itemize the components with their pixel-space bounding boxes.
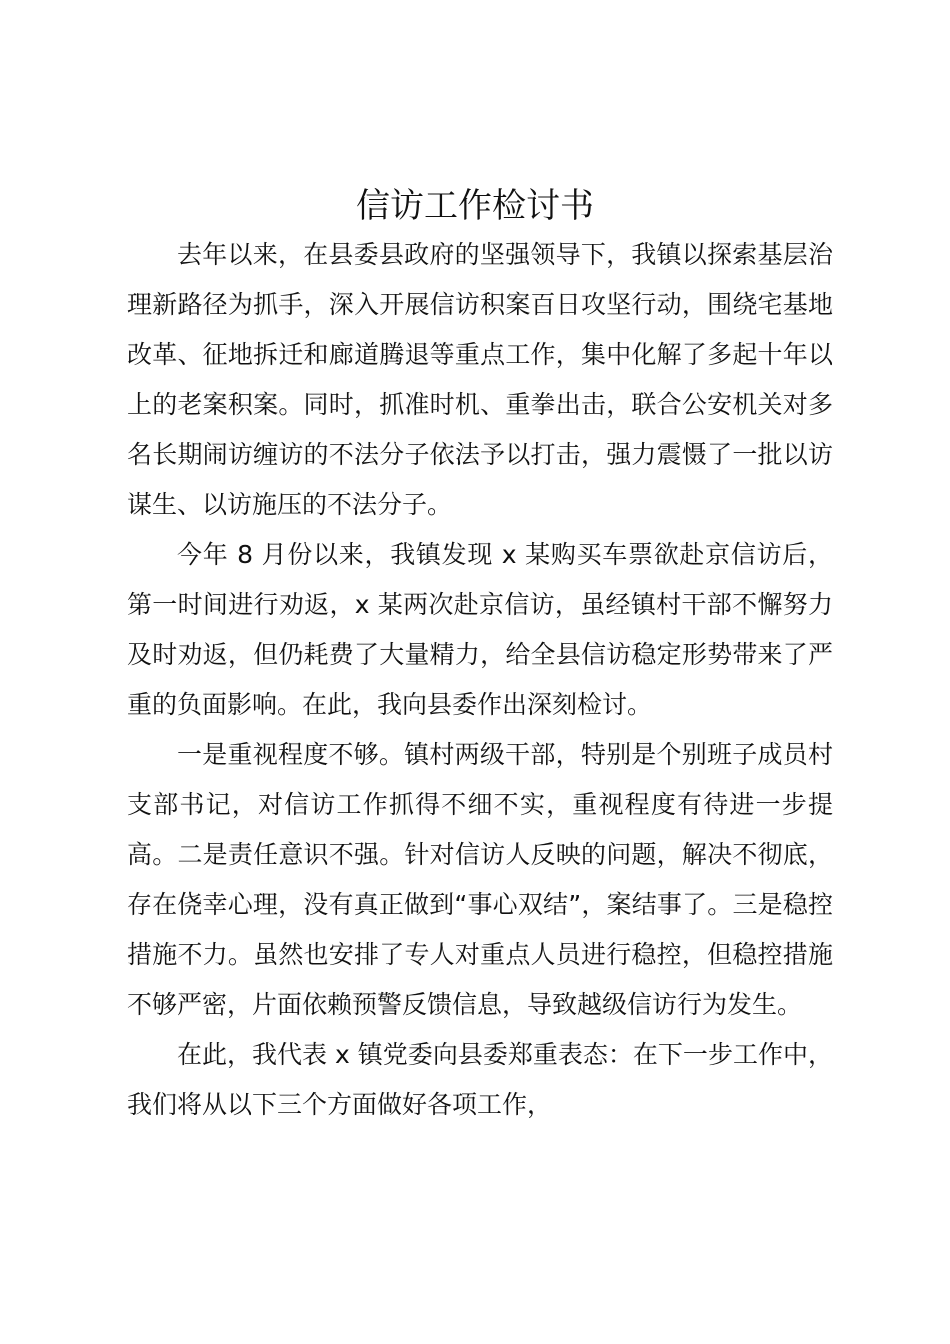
paragraph-4: 在此，我代表 x 镇党委向县委郑重表态：在下一步工作中，我们将从以下三个方面做好各项工作，: [127, 1040, 833, 1119]
paragraph-2: 今年 8 月份以来，我镇发现 x 某购买车票欲赴京信访后，第一时间进行劝返，x 某两次赴京信访，虽经镇村干部不懈努力及时劝返，但仍耗费了大量精力，给全县信访稳定形势带来了严重的负面影响。在此，我向县委作出深刻检讨。: [127, 540, 833, 719]
document-body: [127, 230, 833, 1130]
paragraph-3: 一是重视程度不够。镇村两级干部，特别是个别班子成员村支部书记，对信访工作抓得不细不实，重视程度有待进一步提高。二是责任意识不强。针对信访人反映的问题，解决不彻底，存在侥幸心理，没有真正做到“事心双结”，案结事了。三是稳控措施不力。虽然也安排了专人对重点人员进行稳控，但稳控措施不够严密，片面依赖预警反馈信息，导致越级信访行为发生。: [127, 740, 833, 1019]
paragraph-1: 去年以来，在县委县政府的坚强领导下，我镇以探索基层治理新路径为抓手，深入开展信访积案百日攻坚行动，围绕宅基地改革、征地拆迁和廊道腾退等重点工作，集中化解了多起十年以上的老案积案。同时，抓准时机、重拳出击，联合公安机关对多名长期闹访缠访的不法分子依法予以打击，强力震慑了一批以访谋生、以访施压的不法分子。: [127, 240, 833, 519]
document-title: 信访工作检讨书: [356, 186, 594, 226]
